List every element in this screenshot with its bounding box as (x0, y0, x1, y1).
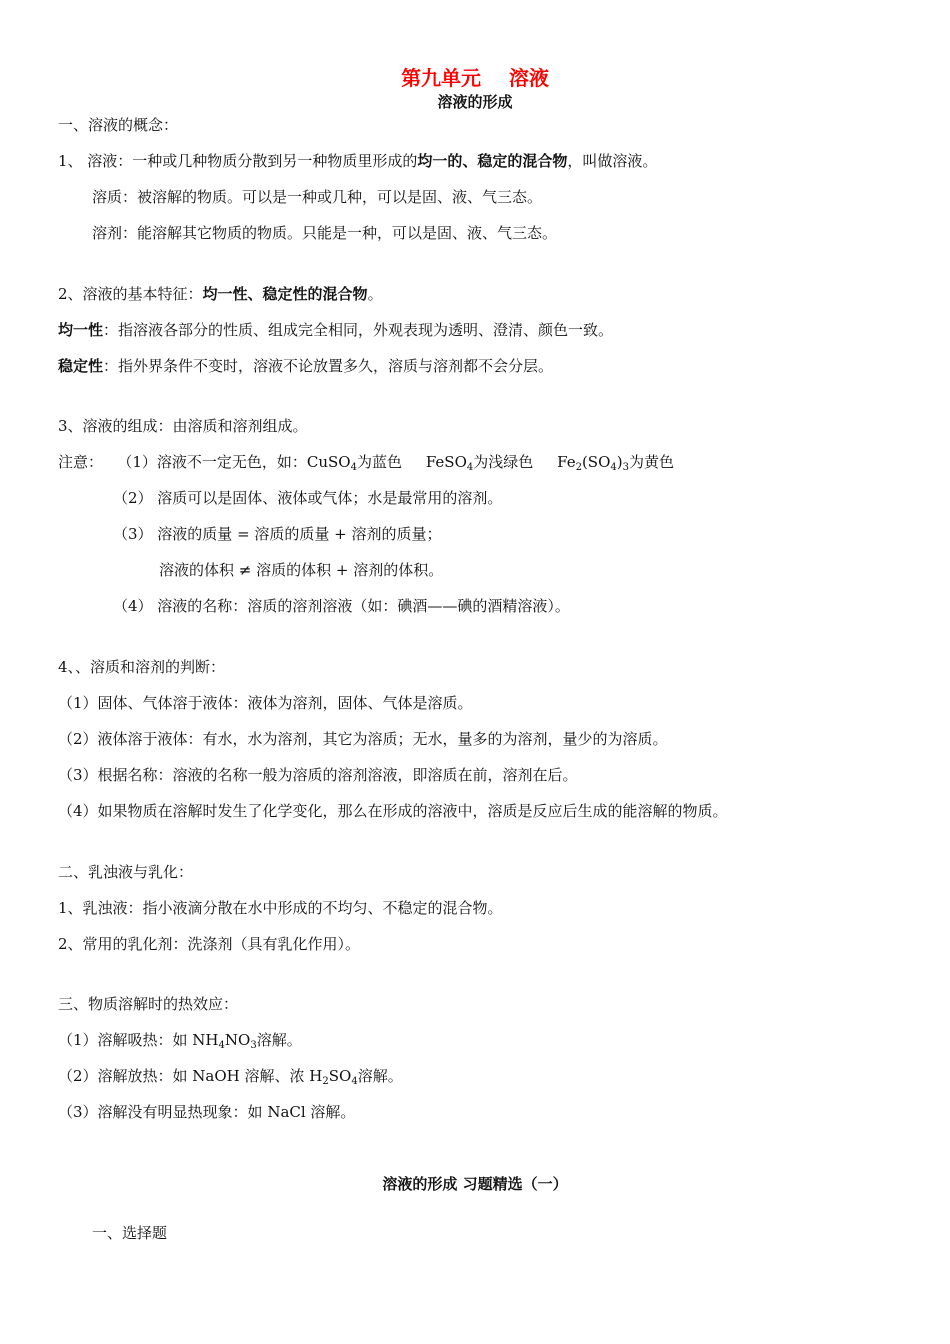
emulsion-item-2: 2、常用的乳化剂：洗涤剂（具有乳化作用）。 (58, 935, 361, 953)
composition-heading: 3、溶液的组成：由溶质和溶剂组成。 (58, 417, 308, 435)
note-3: （3） 溶液的质量 = 溶质的质量 + 溶剂的质量； (113, 525, 442, 543)
note-1-text: 为蓝色 (356, 453, 402, 471)
heat-item-1 (58, 1030, 302, 1050)
note-1-text: FeSO (425, 453, 467, 471)
note-1-text: （1）溶液不一定无色，如：CuSO (117, 453, 351, 471)
solution-definition-prefix: 1、 溶液：一种或几种物质分散到另一种物质里形成的 (58, 152, 418, 170)
subscript: 3 (622, 462, 629, 473)
note-label: 注意： (58, 453, 104, 471)
uniformity-text: ：指溶液各部分的性质、组成完全相同，外观表现为透明、澄清、颜色一致。 (103, 321, 614, 339)
note-1-text: (SO (581, 453, 611, 471)
note-4: （4） 溶液的名称：溶质的溶剂溶液（如：碘酒——碘的酒精溶液）。 (113, 597, 570, 615)
heat-item-2-text: SO (328, 1067, 352, 1085)
judgment-item-2: （2）液体溶于液体：有水，水为溶剂，其它为溶质；无水，量多的为溶剂，量少的为溶质。 (58, 730, 668, 748)
subscript: 4 (466, 462, 474, 473)
basic-features-bold: 均一性、稳定性的混合物 (202, 285, 368, 303)
heat-item-2-text: 溶解。 (357, 1067, 403, 1085)
heat-item-3: （3）溶解没有明显热现象：如 NaCl 溶解。 (58, 1103, 356, 1121)
solution-definition-bold: 均一的、稳定的混合物 (417, 152, 568, 170)
uniformity-line (58, 320, 613, 340)
solvent-definition: 溶剂：能溶解其它物质的物质。只能是一种，可以是固、液、气三态。 (92, 224, 558, 242)
chapter-number: 第九单元 (401, 66, 482, 90)
judgment-item-1: （1）固体、气体溶于液体：液体为溶剂，固体、气体是溶质。 (58, 694, 473, 712)
subscript: 4 (351, 1076, 358, 1087)
emulsion-item-1: 1、乳浊液：指小液滴分散在水中形成的不均匀、不稳定的混合物。 (58, 899, 503, 917)
judgment-item-4: （4）如果物质在溶解时发生了化学变化，那么在形成的溶液中，溶质是反应后生成的能溶解的物质。 (58, 802, 728, 820)
note-1-text: Fe (557, 453, 576, 471)
solution-definition-suffix: ，叫做溶液。 (567, 152, 658, 170)
chapter-title (0, 62, 950, 91)
subscript: 2 (575, 462, 582, 473)
subscript: 2 (322, 1076, 329, 1087)
stability-text: ：指外界条件不变时，溶液不论放置多久，溶质与溶剂都不会分层。 (103, 357, 554, 375)
heat-item-1-text: NO (224, 1031, 251, 1049)
basic-features (58, 284, 383, 304)
solute-definition: 溶质：被溶解的物质。可以是一种或几种，可以是固、液、气三态。 (92, 188, 543, 206)
basic-features-suffix: 。 (367, 285, 383, 303)
chapter-topic: 溶液 (508, 66, 549, 90)
judgment-heading: 4、、溶质和溶剂的判断： (58, 658, 226, 676)
basic-features-prefix: 2、溶液的基本特征： (58, 285, 203, 303)
note-1-text: 为黄色 (629, 453, 675, 471)
heat-effect-heading: 三、物质溶解时的热效应： (58, 995, 239, 1013)
stability-label: 稳定性 (58, 357, 104, 375)
multiple-choice-heading: 一、选择题 (92, 1224, 168, 1242)
solution-definition (58, 151, 657, 171)
stability-line (58, 356, 553, 376)
note-2: （2） 溶质可以是固体、液体或气体；水是最常用的溶剂。 (113, 489, 503, 507)
subscript: 3 (250, 1040, 257, 1051)
heat-item-2-text: （2）溶解放热：如 NaOH 溶解、浓 H (58, 1067, 323, 1085)
judgment-item-3: （3）根据名称：溶液的名称一般为溶质的溶剂溶液，即溶质在前，溶剂在后。 (58, 766, 578, 784)
section-title: 溶液的形成 (437, 93, 513, 111)
concept-heading: 一、溶液的概念： (58, 116, 179, 134)
subscript: 4 (350, 462, 357, 473)
uniformity-label: 均一性 (58, 321, 104, 339)
note-3-volume: 溶液的体积 ≠ 溶质的体积 + 溶剂的体积。 (159, 561, 444, 579)
exercise-title: 溶液的形成 习题精选（一） (382, 1175, 568, 1193)
heat-item-1-text: （1）溶解吸热：如 NH (58, 1031, 219, 1049)
note-1 (58, 452, 674, 472)
note-1-text: 为浅绿色 (473, 453, 534, 471)
subscript: 4 (218, 1040, 225, 1051)
subscript: 4 (610, 462, 617, 473)
heat-item-1-text: 溶解。 (256, 1031, 302, 1049)
note-1-text: ) (616, 453, 623, 471)
emulsion-heading: 二、乳浊液与乳化： (58, 863, 194, 881)
heat-item-2 (58, 1066, 403, 1086)
